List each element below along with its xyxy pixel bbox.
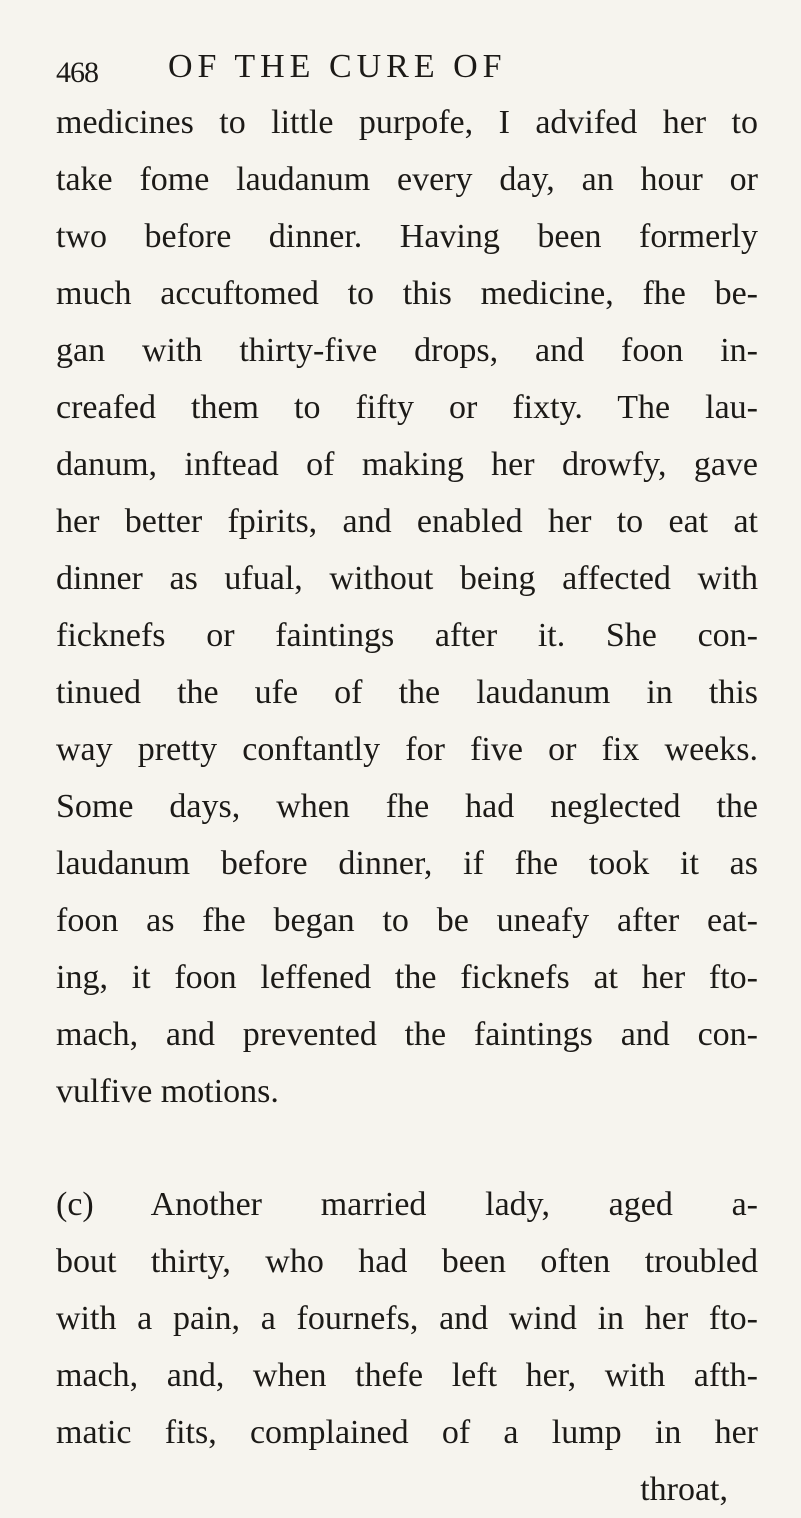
text-line: danum, inftead of making her drowfy, gave bbox=[56, 446, 758, 483]
text-line: medicines to little purpofe, I advifed her to bbox=[56, 104, 758, 141]
text-line: much accuftomed to this medicine, fhe be- bbox=[56, 275, 758, 312]
running-head: OF THE CURE OF bbox=[168, 48, 507, 85]
text-line: her better fpirits, and enabled her to eat at bbox=[56, 503, 758, 540]
text-line: Some days, when fhe had neglected the bbox=[56, 788, 758, 825]
page-header bbox=[56, 48, 756, 98]
text-line: tinued the ufe of the laudanum in this bbox=[56, 674, 758, 711]
text-line: laudanum before dinner, if fhe took it as bbox=[56, 845, 758, 882]
text-line: vulfive motions. bbox=[56, 1073, 279, 1110]
text-line: dinner as ufual, without being affected with bbox=[56, 560, 758, 597]
page-number: 468 bbox=[56, 56, 98, 89]
paragraph-gap bbox=[56, 1120, 758, 1176]
body-text bbox=[56, 94, 758, 1518]
text-line: (c) Another married lady, aged a- bbox=[56, 1186, 758, 1223]
text-line: way pretty conftantly for five or fix weeks. bbox=[56, 731, 758, 768]
text-line: bout thirty, who had been often troubled bbox=[56, 1243, 758, 1280]
text-line: gan with thirty-five drops, and foon in- bbox=[56, 332, 758, 369]
text-line: creafed them to fifty or fixty. The lau- bbox=[56, 389, 758, 426]
text-line: ficknefs or faintings after it. She con- bbox=[56, 617, 758, 654]
text-line: foon as fhe began to be uneafy after eat- bbox=[56, 902, 758, 939]
text-line: mach, and prevented the faintings and con- bbox=[56, 1016, 758, 1053]
text-line: mach, and, when thefe left her, with afth- bbox=[56, 1357, 758, 1394]
text-line: with a pain, a fournefs, and wind in her fto- bbox=[56, 1300, 758, 1337]
text-line: two before dinner. Having been formerly bbox=[56, 218, 758, 255]
text-line: take fome laudanum every day, an hour or bbox=[56, 161, 758, 198]
text-line: ing, it foon leffened the ficknefs at her fto- bbox=[56, 959, 758, 996]
catchword: throat, bbox=[640, 1471, 728, 1508]
text-line: matic fits, complained of a lump in her bbox=[56, 1414, 758, 1451]
